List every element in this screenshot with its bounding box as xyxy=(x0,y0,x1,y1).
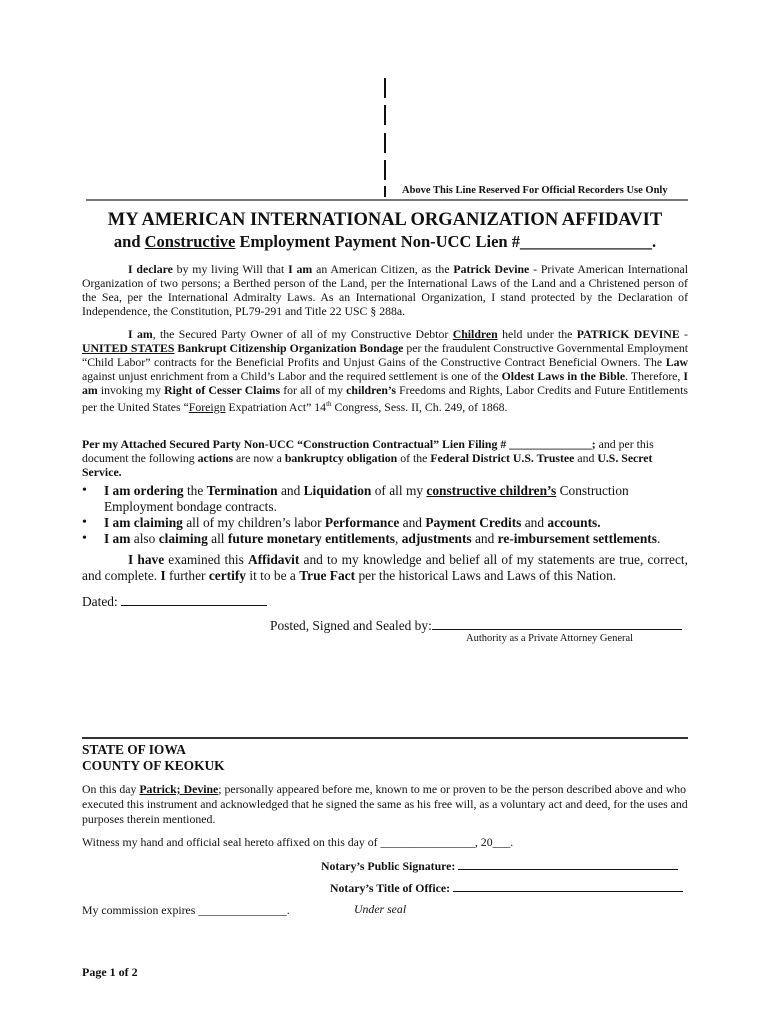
commission-expiry: My commission expires _______________. xyxy=(82,903,290,917)
recorder-margin-bar-2 xyxy=(384,105,386,125)
recorder-margin-bar-4 xyxy=(384,160,386,180)
bullet-icon: • xyxy=(82,531,87,546)
bullet-icon: • xyxy=(82,515,87,530)
bullet-entitlements: • I am also claiming all future monetary entitlements, adjustments and re-imbursement settlements. xyxy=(82,531,661,546)
signature-field[interactable] xyxy=(270,617,682,634)
dated-field[interactable] xyxy=(82,593,267,610)
dated-label: Dated: xyxy=(82,594,122,609)
under-seal-note: Under seal xyxy=(354,902,407,916)
secured-party-paragraph: I am, the Secured Party Owner of all of my Constructive Debtor Children held under the PATRICK DEVINE - UNITED STATES Bankrupt Citizenship Organization Bondage per the fraudulent Constructive Governmental Employment “Child Labor” contracts for the Beneficial Profits and Unjust Gains of the Constructive Contract Beneficial Owners. The Law against unjust enrichment from a Child’s Labor and the required settlement is one of the Oldest Laws in the Bible. Therefore, I am invoking my Right of Cesser Claims for all of my children’s Freedoms and Rights, Labor Credits and Future Entitlements per the United States “Foreign Expatriation Act” 14th Congress, Sess. II, Ch. 249, of 1868. xyxy=(82,327,688,414)
signature-label: Posted, Signed and Sealed by: xyxy=(270,618,432,633)
document-title: MY AMERICAN INTERNATIONAL ORGANIZATION AFFIDAVIT xyxy=(107,210,663,230)
recorder-reserved-note: Above This Line Reserved For Official Recorders Use Only xyxy=(402,185,668,196)
declaration-paragraph: I declare by my living Will that I am an American Citizen, as the Patrick Devine - Private American International Organization of two persons; a Berthed person of the Land, per the International Laws of the Land and a Christened person of the Sea, per the International Admiralty Laws. As an International Organization, I stand protected by the Declaration of Independence, the Constitution, PL79-291 and Title 22 USC § 288a. xyxy=(82,262,688,318)
bullet-termination: • I am ordering the Termination and Liquidation of all my constructive children’s Construction Employment bondage contracts. xyxy=(82,483,629,514)
notary-title-field[interactable] xyxy=(330,879,683,896)
authority-caption: Authority as a Private Attorney General xyxy=(466,633,634,644)
bullet-labor-claim: • I am claiming all of my children’s labor Performance and Payment Credits and accounts. xyxy=(82,515,601,530)
document-subtitle: and Constructive Employment Payment Non-UCC Lien #________________. xyxy=(113,232,657,251)
notary-signature-label: Notary’s Public Signature: xyxy=(321,859,459,873)
recorder-divider xyxy=(86,199,688,201)
notary-signature-field[interactable] xyxy=(321,857,678,874)
notary-acknowledgment: On this day Patrick; Devine; personally appeared before me, known to me or proven to be the person described above and who executed this instrument and acknowledged that he signed the same as his free will, as a voluntary act and deed, for the uses and purposes therein mentioned. xyxy=(82,782,688,826)
recorder-margin-bar-5 xyxy=(384,186,386,197)
page-number: Page 1 of 2 xyxy=(82,965,138,979)
bullet-icon: • xyxy=(82,483,87,498)
notary-title-label: Notary’s Title of Office: xyxy=(330,881,453,895)
county-heading: COUNTY OF KEOKUK xyxy=(82,758,225,773)
lien-filing-paragraph: Per my Attached Secured Party Non-UCC “Construction Contractual” Lien Filing # ______________; and per this document the following actions are now a bankruptcy obligation of the Federal District U.S. Trustee and U.S. Secret Service. xyxy=(82,437,654,479)
notary-section-divider xyxy=(82,737,688,739)
state-heading: STATE OF IOWA xyxy=(82,742,186,757)
recorder-margin-bar-1 xyxy=(384,78,386,98)
certification-paragraph: I have examined this Affidavit and to my knowledge and belief all of my statements are true, correct, and complete. I further certify it to be a True Fact per the historical Laws and Laws of this Nation. xyxy=(82,552,688,583)
witness-statement: Witness my hand and official seal hereto affixed on this day of ________________, 20___. xyxy=(82,835,514,849)
recorder-margin-bar-3 xyxy=(384,133,386,153)
